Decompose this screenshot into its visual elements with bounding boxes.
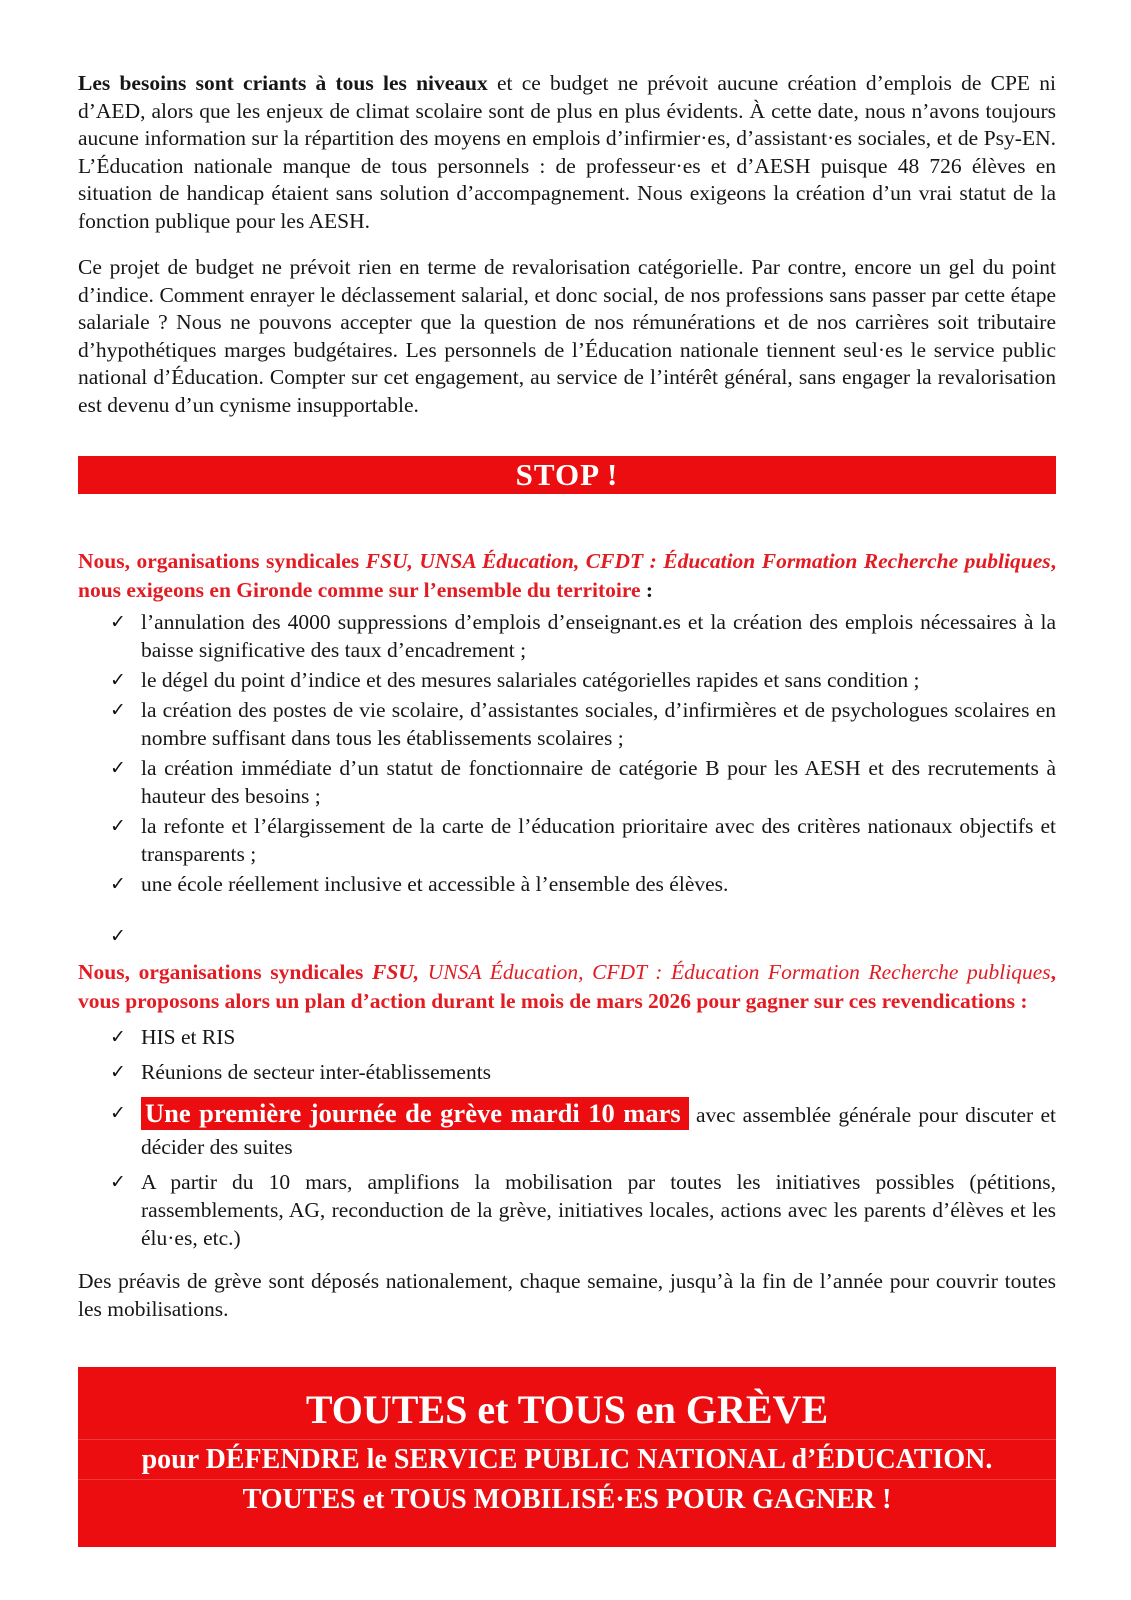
- strike-call-line3: TOUTES et TOUS MOBILISÉ·ES POUR GAGNER !: [78, 1479, 1056, 1519]
- demands-intro-lead: Nous, organisations syndicales: [78, 549, 366, 573]
- stop-banner: [78, 456, 1056, 494]
- demands-item-text: une école réellement inclusive et accessible à l’ensemble des élèves.: [141, 872, 729, 896]
- closing-paragraph: Des préavis de grève sont déposés nationalement, chaque semaine, jusqu’à la fin de l’année pour couvrir toutes les mobilisations.: [78, 1269, 1056, 1321]
- strike-call-banner: [78, 1367, 1056, 1547]
- demands-list: [78, 608, 1056, 950]
- demands-item-text: la création des postes de vie scolaire, d’assistantes sociales, d’infirmières et de psychologues scolaires en nombre suffisant dans tous les établissements scolaires ;: [141, 698, 1056, 750]
- demands-list-item: [78, 812, 1056, 868]
- plan-item-text: A partir du 10 mars, amplifions la mobilisation par toutes les initiatives possibles (pétitions, rassemblements, AG, reconduction de la grève, initiatives locales, actions avec les parents d’élèves et les élu·es, etc.): [141, 1170, 1056, 1250]
- plan-list-item: [78, 1058, 1056, 1086]
- plan-list-item-strike: [78, 1093, 1056, 1161]
- paragraph-budget: Ce projet de budget ne prévoit rien en terme de revalorisation catégorielle. Par contre, encore un gel du point d’indice. Comment enrayer le déclassement salarial, et donc social, de nos professions sans passer par cette étape salariale ? Nous ne pouvons accepter que la question de nos rémunérations et de nos carrières soit tributaire d’hypothétiques marges budgétaires. Les personnels de l’Éducation nationale tiennent seul·es le service public national d’Éducation. Compter sur cet engagement, au service de l’intérêt général, sans engager la revalorisation est devenu d’un cynisme insupportable.: [78, 255, 1056, 417]
- plan-intro-unions: UNSA Éducation, CFDT : Éducation Formation Recherche publiques: [419, 960, 1051, 984]
- plan-item-text: Réunions de secteur inter-établissements: [141, 1060, 492, 1084]
- check-icon: ✓: [110, 757, 126, 779]
- demands-item-text: l’annulation des 4000 suppressions d’emplois d’enseignant.es et la création des emplois nécessaires à la baisse significative des taux d’encadrement ;: [141, 610, 1056, 662]
- strike-call-line2: pour DÉFENDRE le SERVICE PUBLIC NATIONAL d’ÉDUCATION.: [78, 1439, 1056, 1479]
- strike-date-rest: avec assemblée générale pour discuter et décider des suites: [141, 1103, 1056, 1159]
- demands-list-item: [78, 608, 1056, 664]
- demands-item-text: la création immédiate d’un statut de fonctionnaire de catégorie B pour les AESH et des recrutements à hauteur des besoins ;: [141, 756, 1056, 808]
- plan-intro-lead: Nous, organisations syndicales: [78, 960, 372, 984]
- demands-intro-tail: , nous exigeons en Gironde comme sur l’ensemble du territoire: [78, 549, 1056, 602]
- paragraph-besoins-body: et ce budget ne prévoit aucune création d’emplois de CPE ni d’AED, alors que les enjeux de climat scolaire sont de plus en plus évidents. À cette date, nous n’avons toujours aucune information sur la répartition des moyens en emplois d’infirmier·es, d’assistant·es sociales, et de Psy-EN. L’Éducation nationale manque de tous personnels : de professeur·es et d’AESH puisque 48 726 élèves en situation de handicap étaient sans solution d’accompagnement. Nous exigeons la création d’un vrai statut de la fonction publique pour les AESH.: [78, 71, 1057, 233]
- plan-intro-tail: , vous proposons alors un plan d’action durant le mois de mars 2026 pour gagner sur ces revendications :: [78, 960, 1056, 1013]
- check-icon: ✓: [110, 873, 126, 895]
- strike-call-line1: TOUTES et TOUS en GRÈVE: [305, 1387, 829, 1432]
- plan-list-item: [78, 1023, 1056, 1051]
- demands-intro: [78, 547, 1056, 605]
- paragraph-besoins-lead: Les besoins sont criants à tous les niveaux: [78, 71, 488, 95]
- plan-item-strike-text: [141, 1093, 1056, 1161]
- demands-list-item: [78, 870, 1056, 898]
- paragraph-besoins: [78, 70, 1056, 235]
- check-icon: ✓: [110, 815, 126, 837]
- plan-intro-fsu: FSU,: [371, 960, 420, 984]
- plan-intro: [78, 958, 1056, 1016]
- check-icon: ✓: [110, 1102, 126, 1124]
- check-icon: ✓: [110, 669, 126, 691]
- check-icon: ✓: [110, 611, 126, 633]
- plan-list: [78, 1023, 1056, 1252]
- plan-item-text: HIS et RIS: [141, 1025, 236, 1049]
- demands-intro-colon: :: [640, 578, 654, 602]
- demands-list-item-empty: [78, 922, 1056, 950]
- check-icon: ✓: [110, 925, 126, 947]
- demands-list-item: [78, 666, 1056, 694]
- demands-intro-unions: FSU, UNSA Éducation, CFDT : Éducation Formation Recherche publiques: [365, 549, 1051, 573]
- demands-list-item: [78, 696, 1056, 752]
- check-icon: ✓: [110, 699, 126, 721]
- stop-banner-label: STOP !: [515, 457, 619, 492]
- check-icon: ✓: [110, 1061, 126, 1083]
- demands-item-text: le dégel du point d’indice et des mesures salariales catégorielles rapides et sans condition ;: [141, 668, 920, 692]
- demands-item-text: la refonte et l’élargissement de la carte de l’éducation prioritaire avec des critères nationaux objectifs et transparents ;: [141, 814, 1056, 866]
- plan-list-item: [78, 1168, 1056, 1252]
- strike-date-highlight: Une première journée de grève mardi 10 mars: [141, 1097, 689, 1130]
- check-icon: ✓: [110, 1026, 126, 1048]
- check-icon: ✓: [110, 1171, 126, 1193]
- demands-list-item: [78, 754, 1056, 810]
